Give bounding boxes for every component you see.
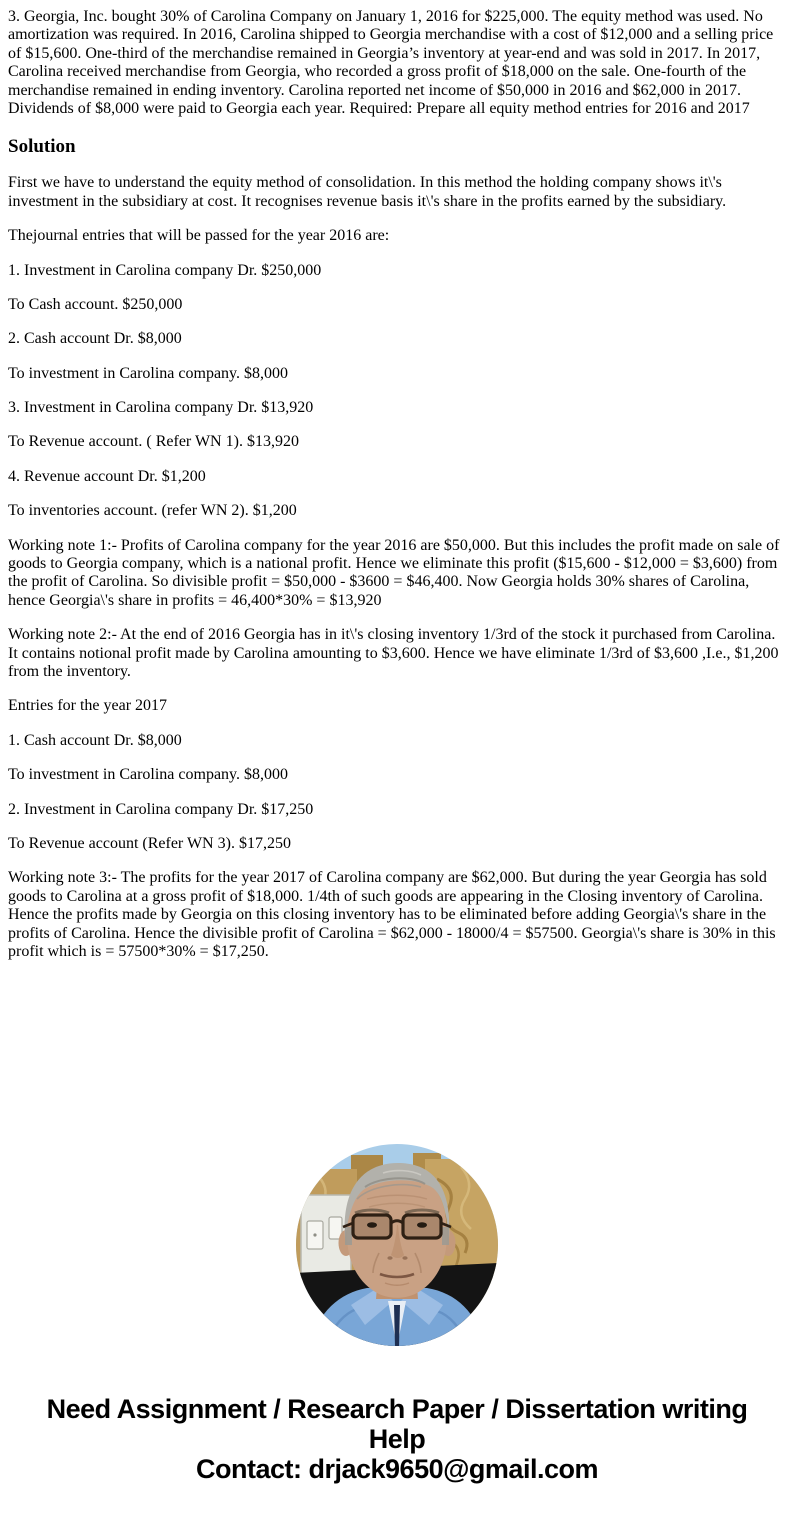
solution-paragraph: 2. Investment in Carolina company Dr. $17,250 (8, 800, 314, 818)
tutor-portrait-photo (295, 1143, 499, 1347)
solution-paragraph: 2. Cash account Dr. $8,000 (8, 330, 182, 348)
portrait-illustration (295, 1143, 499, 1347)
solution-paragraph: Thejournal entries that will be passed for the year 2016 are: (8, 227, 390, 245)
solution-paragraph: To Revenue account. ( Refer WN 1). $13,920 (8, 433, 299, 451)
photo-tie (394, 1305, 400, 1347)
solution-paragraph: Working note 3:- The profits for the year 2017 of Carolina company are $62,000. But during the year Georgia has sold goods to Carolina at a gross profit of $18,000. 1/4th of such goods are appearing in the Closing inventory of Carolina. Hence the profits made by Georgia on this closing inventory has to be eliminated before adding Georgia\'s share in the profits of Carolina. Hence the divisible profit of Carolina = $62,000 - 18000/4 = $57500. Georgia\'s share is 30% in this profit which is = 57500*30% = $17,250. (8, 869, 776, 960)
solution-heading: Solution (8, 136, 76, 158)
solution-body (8, 174, 786, 961)
solution-paragraph: To Revenue account (Refer WN 3). $17,250 (8, 834, 291, 852)
footer-help-text: Need Assignment / Research Paper / Dissertation writing Help (46, 1394, 748, 1454)
document (8, 8, 786, 1485)
question-text: 3. Georgia, Inc. bought 30% of Carolina Company on January 1, 2016 for $225,000. The equity method was used. No amortization was required. In 2016, Carolina shipped to Georgia merchandise with a cost of $12,000 and a selling price of $15,600. One-third of the merchandise remained in Georgia’s inventory at year-end and was sold in 2017. In 2017, Carolina received merchandise from Georgia, who recorded a gross profit of $18,000 on the sale. One-fourth of the merchandise remained in ending inventory. Carolina reported net income of $50,000 in 2016 and $62,000 in 2017. Dividends of $8,000 were paid to Georgia each year. Required: Prepare all equity method entries for 2016 and 2017 (8, 8, 774, 117)
solution-paragraph: Working note 1:- Profits of Carolina company for the year 2016 are $50,000. But this includes the profit made on sale of goods to Georgia company, which is a national profit. Hence we eliminate this profit ($15,600 - $12,000 = $3,600) from the profit of Carolina. So divisible profit = $50,000 - $3600 = $46,400. Now Georgia holds 30% shares of Carolina, hence Georgia\'s share in profits = 46,400*30% = $13,920 (8, 536, 780, 609)
solution-paragraph: To investment in Carolina company. $8,000 (8, 364, 289, 382)
avatar-section (8, 1143, 786, 1347)
solution-paragraph: Working note 2:- At the end of 2016 Georgia has in it\'s closing inventory 1/3rd of the stock it purchased from Carolina. It contains notional profit made by Carolina amounting to $3,600. Hence we have eliminate 1/3rd of $3,600 ,I.e., $1,200 from the inventory. (8, 626, 779, 680)
solution-paragraph: 1. Investment in Carolina company Dr. $250,000 (8, 261, 322, 279)
footer-banner (8, 1395, 786, 1484)
solution-paragraph: 3. Investment in Carolina company Dr. $13,920 (8, 399, 314, 417)
footer-contact-text: Contact: drjack9650@gmail.com (196, 1454, 598, 1485)
solution-paragraph: Entries for the year 2017 (8, 697, 168, 715)
solution-paragraph: 4. Revenue account Dr. $1,200 (8, 467, 206, 485)
solution-paragraph: First we have to understand the equity method of consolidation. In this method the holding company shows it\'s investment in the subsidiary at cost. It recognises revenue basis it\'s share in the profits earned by the subsidiary. (8, 174, 727, 210)
solution-paragraph: To investment in Carolina company. $8,000 (8, 766, 289, 784)
solution-paragraph: To Cash account. $250,000 (8, 295, 183, 313)
solution-paragraph: To inventories account. (refer WN 2). $1,200 (8, 502, 297, 520)
solution-paragraph: 1. Cash account Dr. $8,000 (8, 731, 182, 749)
